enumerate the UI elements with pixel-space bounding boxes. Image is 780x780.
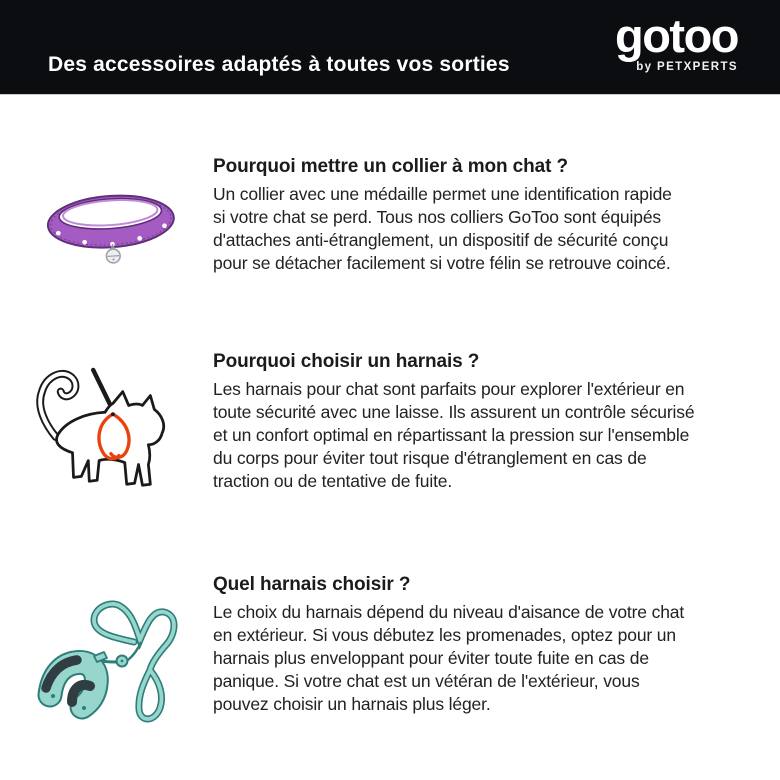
body-line: d'attaches anti-étranglement, un dispositif de sécurité conçu — [213, 230, 669, 250]
gotoo-logo-wordmark: gotoo — [615, 9, 738, 62]
body-line: harnais plus enveloppant pour éviter toute fuite en cas de — [213, 648, 649, 668]
header-banner — [0, 0, 780, 95]
gotoo-logo-tagline: by PETXPERTS — [636, 61, 738, 73]
section-harness — [213, 351, 768, 493]
cat-collar-icon — [42, 190, 180, 267]
body-line: Les harnais pour chat sont parfaits pour explorer l'extérieur en — [213, 379, 685, 399]
cat-harness-icon — [28, 366, 186, 499]
section-heading: Pourquoi choisir un harnais ? — [213, 351, 480, 372]
body-line: pouvez choisir un harnais plus léger. — [213, 694, 491, 714]
section-which-harness — [213, 574, 768, 716]
body-line: si votre chat se perd. Tous nos colliers GoToo sont équipés — [213, 207, 662, 227]
gotoo-logo — [615, 9, 738, 73]
section-body — [213, 601, 768, 716]
body-line: et un confort optimal en répartissant la pression sur l'ensemble — [213, 425, 690, 445]
section-heading: Quel harnais choisir ? — [213, 574, 411, 595]
body-line: en extérieur. Si vous débutez les promenades, optez pour un — [213, 625, 676, 645]
section-body — [213, 378, 768, 493]
body-line: pour se détacher facilement si votre félin se retrouve coincé. — [213, 253, 671, 273]
body-line: panique. Si votre chat est un vétéran de l'extérieur, vous — [213, 671, 640, 691]
section-body — [213, 183, 768, 275]
section-heading: Pourquoi mettre un collier à mon chat ? — [213, 156, 569, 177]
leash-line — [93, 370, 112, 408]
body-line: du corps pour éviter tout risque d'étranglement en cas de — [213, 448, 647, 468]
body-line: Le choix du harnais dépend du niveau d'aisance de votre chat — [213, 602, 685, 622]
section-collar — [213, 156, 768, 275]
body-line: traction ou de tentative de fuite. — [213, 471, 453, 491]
retractable-leash-icon — [36, 590, 186, 745]
body-line: toute sécurité avec une laisse. Ils assurent un contrôle sécurisé — [213, 402, 695, 422]
header-title: Des accessoires adaptés à toutes vos sorties — [48, 53, 510, 76]
body-line: Un collier avec une médaille permet une identification rapide — [213, 184, 672, 204]
